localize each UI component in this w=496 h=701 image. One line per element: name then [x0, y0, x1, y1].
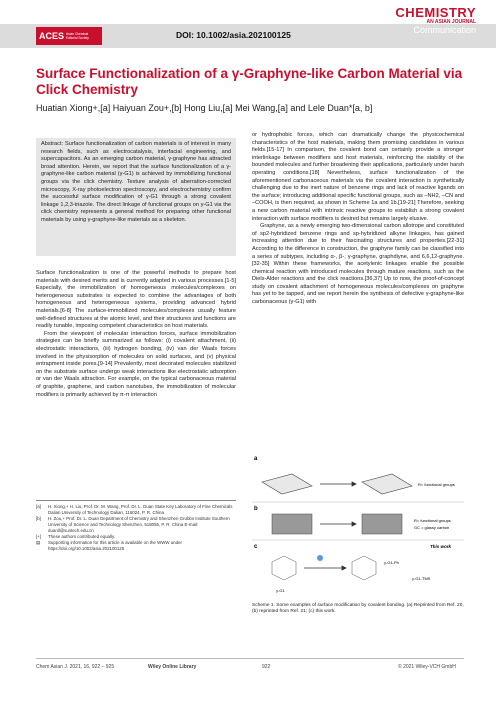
- publisher-link[interactable]: Wiley Online Library: [148, 664, 197, 670]
- affiliation-item: [36, 504, 236, 516]
- journal-logo: [386, 6, 476, 35]
- scheme-label: R= functional groups: [418, 482, 455, 487]
- left-column-text: [36, 270, 236, 399]
- society-logo-text: ACES: [39, 31, 65, 41]
- scheme-figure: [252, 452, 464, 602]
- affiliation-label: [+]: [36, 534, 42, 539]
- reaction-arrow-icon: [320, 482, 356, 486]
- scheme-label: γ-G1-TMS: [412, 576, 431, 581]
- right-column-text: [252, 132, 464, 307]
- paragraph: Graphyne, as a newly emerging two-dimensional carbon allotrope and constituted of sp2-hybridized benzene rings and sp-hybridized alkyne linkages, has gained increasing attention due to their fascinating structures and properties.[22-31] According to the difference in construction, the graphyne family can be classified into a series of subtypes, including α-, β-, γ-graphyne, graphdiyne, and 6,6,12-graphyne.[32-35] Within these frameworks, the acetylenic linkages enable the possible chemical reaction with introduced molecules through mature reactions, such as the Diels-Alder reactions and the click reactions.[36,37] Up to now, the proof-of-concept study on covalent attachment of homogeneous molecules/complexes on graphyne has yet to be tapped, and we report herein the synthesis of defective γ-graphyne-like carbonaceous (γ-G1) with: [252, 223, 464, 306]
- page-number: 922: [262, 664, 271, 670]
- paragraph: or hydrophobic forces, which can dramatically change the physicochemical characteristics of the host materials, making them promising candidates in various fields.[15-17] In comparison, the covalent bond can certainly provide a stronger interlinkage between modifiers and host materials, reinforcing the stability of the bounded molecules and further broadening their applications, particularly under harsh operating conditions.[18] Nevertheless, surface functionalization of the aforementioned carbonaceous materials via the covalent interaction is synthetically challenging due to the inert nature of benzene rings and lack of reactive ligands on the surface; introducing additional specific functional groups, such as –NH2, –CN and –COOH, is then required, as shown in Scheme 1a and 1b.[19-21] Therefore, seeking a new carbon material with intrinsic reactive groups to establish a strong covalent interaction with surface modifiers is desired but remains largely elusive.: [252, 132, 464, 222]
- scheme-label: γ-G1: [276, 588, 285, 593]
- citation: Chem Asian J. 2021, 16, 922 – 925: [36, 664, 115, 670]
- society-name: Asian Chemical Editorial Society: [66, 32, 89, 40]
- reaction-arrow-icon: [320, 522, 356, 526]
- affiliation-label: [a]: [36, 504, 41, 509]
- affiliation-label: [b]: [36, 516, 41, 521]
- supporting-info[interactable]: [36, 540, 236, 552]
- paragraph: From the viewpoint of molecular interaction forces, surface immobilization strategies can be briefly summarized as follows: (i) covalent attachment, (ii) electrostatic interactions, (iii) hydrogen bonding, (iv) van der Waals forces involved in the physisorption of molecules on solid surfaces, and (v) physical entrapment inside pores.[9-14] Prevalently, most decorated molecules stabilized on the substrate surface undergo weak interactions like electrostatic adsorption or van der Waals attraction. For example, on the typical carbonaceous material of graphite, graphene, and carbon nanotubes, the immobilization of molecular modifiers is primarily achieved by π-π interaction: [36, 330, 236, 398]
- doi-link[interactable]: DOI: 10.1002/asia.202100125: [176, 30, 291, 40]
- affiliation-text: These authors contributed equally.: [48, 534, 116, 539]
- supporting-info-text: Supporting information for this article is available on the WWW under https://doi.org/10.1002/asia.202100125: [48, 540, 182, 551]
- copyright: © 2021 Wiley-VCH GmbH: [398, 664, 456, 670]
- society-logo: [36, 27, 102, 45]
- author-list: Huatian Xiong+,[a] Haiyuan Zou+,[b] Hong Liu,[a] Mei Wang,[a] and Lele Duan*[a, b]: [36, 103, 373, 113]
- scheme-caption: Scheme 1. Some examples of surface modification by covalent bonding. (a) Reprinted from Ref. 20, (b) reprinted from Ref. 21; (c) this work.: [252, 603, 464, 615]
- paragraph: Surface functionalization is one of the powerful methods to prepare host materials with desired merits and is currently adapted in various processes.[1-5] Especially, the immobilization of homogeneous molecules/complexes on heterogeneous substrates is expected to combine the advantages of both homogeneous and heterogeneous systems, providing advanced hybrid materials.[6-8] The surface-immobilized molecules/complexes usually feature well-defined structures at the atomic level, and their structures and functions are readily tunable, imposing competent characteristics on host materials.: [36, 270, 236, 330]
- footer-divider: [36, 658, 464, 659]
- modifier-molecule-icon: [317, 555, 323, 561]
- abstract-box: Abstract: Surface functionalization of carbon materials is of interest in many research fields, such as electrocatalysis, interfacial engineering, and supercapacitors. As an emerging carbon material, γ-graphyne has attracted broad attention. Herein, we report that the surface functionalization of a γ-graphyne-like carbon material (γ-G1) is achieved by immobilizing functional groups via the click chemistry. Texture analysis of aberration-corrected microscopy, X-ray photoelectron spectroscopy, and electrochemistry confirm the successful surface modification of γ-G1 through a strong covalent linkage 1,2,3-triazole. The direct linkage of functional groups on γ-G1 via the click chemistry represents a general method for preparing other functional materials by using γ-graphyne-like materials as a skeleton.: [36, 138, 236, 256]
- reaction-arrow-icon: [304, 566, 346, 570]
- affiliations: [36, 500, 236, 552]
- affiliation-item: [36, 516, 236, 534]
- affiliation-text: H. Zou,+ Prof. Dr. L. Duan Department of Chemistry and Shenzhen Grubbs Institute Southern University of Science and Technology Shenzhen, 518055, P. R. China E-mail: duanll@sustech.edu.cn: [48, 516, 230, 533]
- journal-name-line2: AN ASIAN JOURNAL: [426, 19, 476, 25]
- journal-name-line1: CHEMISTRY: [395, 5, 476, 20]
- article-title: Surface Functionalization of a γ-Graphyne-like Carbon Material via Click Chemistry: [36, 66, 463, 97]
- scheme-label: γ-G1-Ph: [384, 560, 399, 565]
- affiliation-text: H. Xiong,+ H. Liu, Prof. Dr. M. Wang, Prof. Dr. L. Duan State Key Laboratory of Fine Chemicals Dalian University of Technology Dalian, 116024, P. R. China: [48, 504, 233, 515]
- scheme-label: GC = glassy carbon: [414, 525, 450, 530]
- panel-label-a: a: [254, 456, 258, 462]
- panel-label-b: b: [254, 506, 258, 512]
- scheme-label: R= functional groups: [414, 518, 451, 523]
- article-type: Communication: [413, 25, 476, 35]
- panel-label-c: c: [254, 544, 258, 550]
- scheme-label: This work: [430, 544, 452, 549]
- document-icon: ▤: [36, 540, 41, 545]
